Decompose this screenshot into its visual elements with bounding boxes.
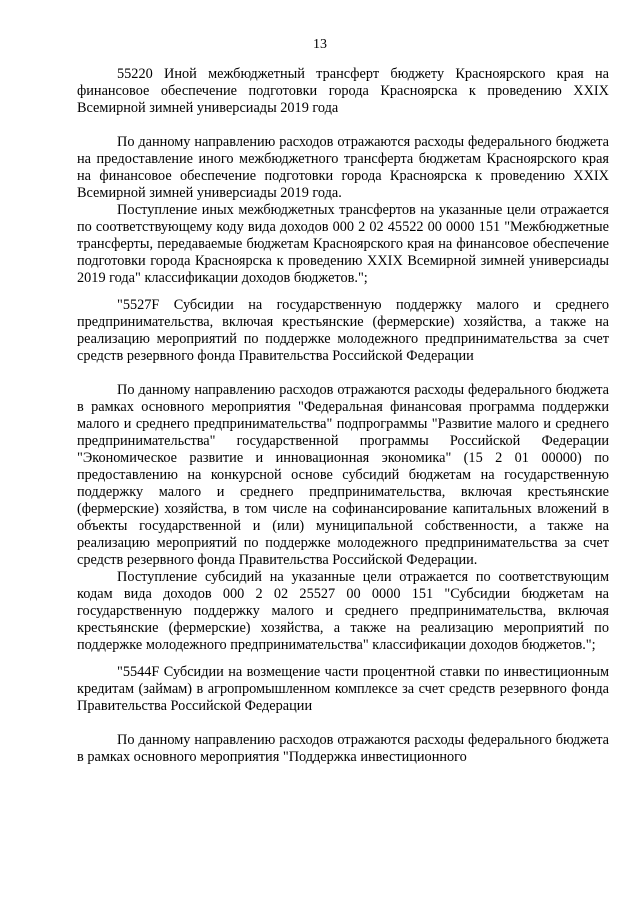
paragraph-55220-description: По данному направлению расходов отражаются расходы федерального бюджета на предоставление иного межбюджетного трансферта бюджетам Красноярского края на финансовое обеспечение подготовки города Красноярска к проведению XXIX Всемирной зимней универсиады 2019 года. bbox=[77, 134, 609, 201]
paragraph-5544F-description: По данному направлению расходов отражаются расходы федерального бюджета в рамках основного мероприятия "Поддержка инвестиционного bbox=[77, 732, 609, 765]
page-number: 13 bbox=[313, 37, 327, 52]
paragraph-55220-heading: 55220 Иной межбюджетный трансферт бюджету Красноярского края на финансовое обеспечение подготовки города Красноярска к проведению XXIX Всемирной зимней универсиады 2019 года bbox=[77, 66, 609, 116]
document-body bbox=[77, 66, 609, 766]
paragraph-5527F-revenue-code: Поступление субсидий на указанные цели отражается по соответствующим кодам вида доходов 000 2 02 25527 00 0000 151 "Субсидии бюджетам на государственную поддержку малого и среднего предпринимательства, включая крестьянские (фермерские) хозяйства, а также на реализацию мероприятий по поддержке молодежного предпринимательства" классификации доходов бюджетов."; bbox=[77, 569, 609, 653]
paragraph-55220-revenue-code: Поступление иных межбюджетных трансфертов на указанные цели отражается по соответствующему коду вида доходов 000 2 02 45522 00 0000 151 "Межбюджетные трансферты, передаваемые бюджетам Красноярского края на финансовое обеспечение подготовки города Красноярска к проведению XXIX Всемирной зимней универсиады 2019 года" классификации доходов бюджетов."; bbox=[77, 202, 609, 286]
paragraph-5527F-heading: "5527F Субсидии на государственную поддержку малого и среднего предпринимательства, включая крестьянские (фермерские) хозяйства, а также на реализацию мероприятий по поддержке молодежного предпринимательства за счет средств резервного фонда Правительства Российской Федерации bbox=[77, 297, 609, 364]
paragraph-5544F-heading: "5544F Субсидии на возмещение части процентной ставки по инвестиционным кредитам (займам) в агропромышленном комплексе за счет средств резервного фонда Правительства Российской Федерации bbox=[77, 664, 609, 714]
paragraph-5527F-description: По данному направлению расходов отражаются расходы федерального бюджета в рамках основного мероприятия "Федеральная финансовая программа поддержки малого и среднего предпринимательства" подпрограммы "Развитие малого и среднего предпринимательства" государственной программы Российской Федерации "Экономическое развитие и инновационная экономика" (15 2 01 00000) по предоставлению на конкурсной основе субсидий бюджетам на государственную поддержку малого и среднего предпринимательства, включая крестьянские (фермерские) хозяйства, в том числе на софинансирование капитальных вложений в объекты государственной и (или) муниципальной собственности, а также на реализацию мероприятий по поддержке молодежного предпринимательства за счет средств резервного фонда Правительства Российской Федерации. bbox=[77, 382, 609, 568]
